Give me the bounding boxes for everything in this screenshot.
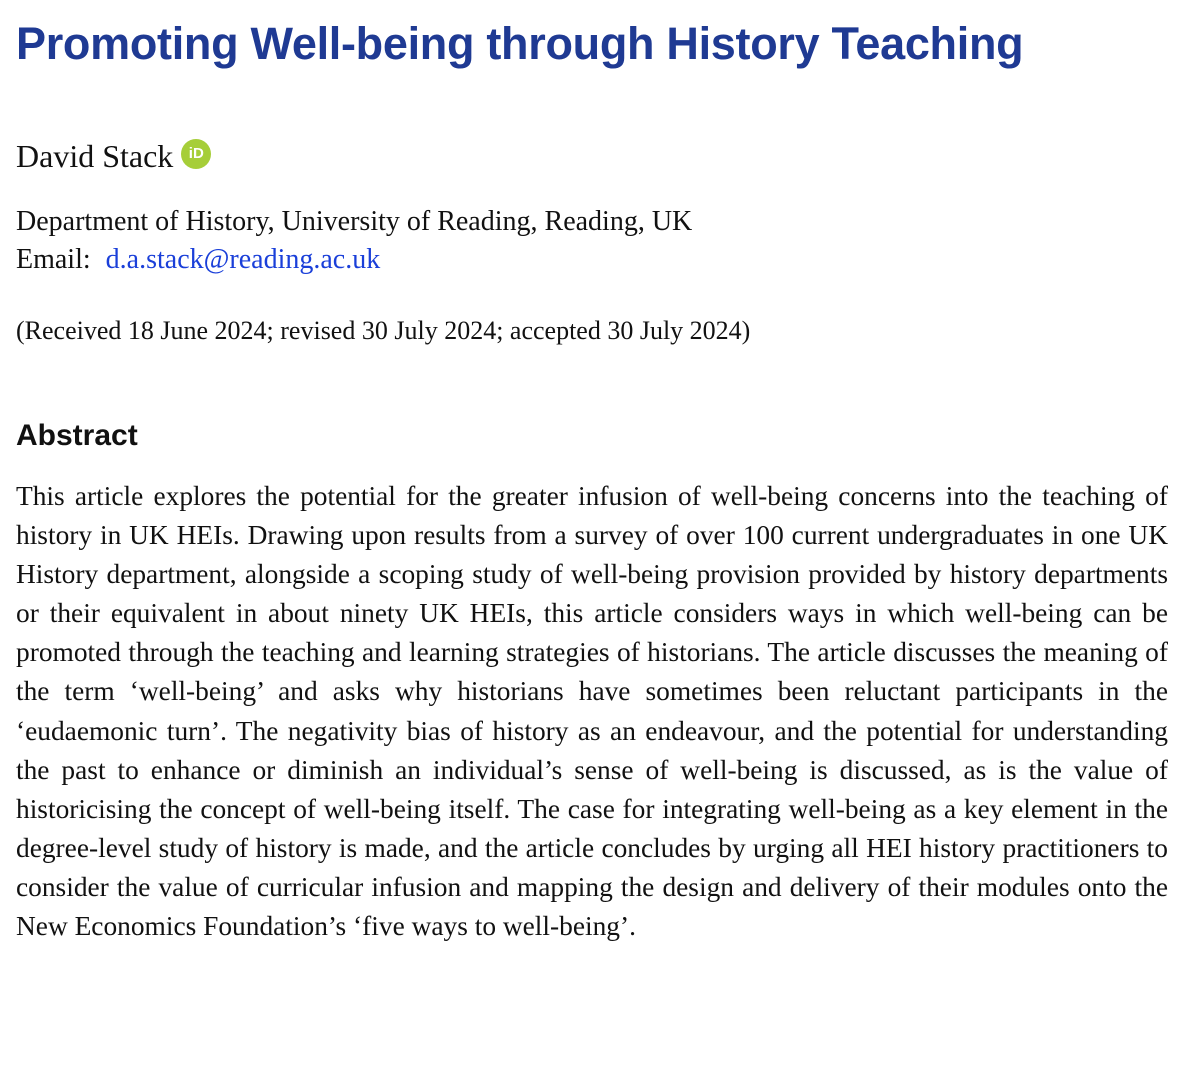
author-line (16, 136, 211, 176)
publication-dates: (Received 18 June 2024; revised 30 July 2024; accepted 30 July 2024) (16, 316, 751, 345)
department: Department of History, University of Reading, Reading, UK (16, 206, 693, 237)
affiliation-block (16, 203, 692, 279)
email-label: Email: (16, 244, 91, 275)
article-title: Promoting Well-being through History Teaching (16, 18, 1024, 69)
orcid-icon[interactable]: iD (181, 139, 211, 169)
email-link[interactable]: d.a.stack@reading.ac.uk (105, 244, 381, 275)
abstract-text: This article explores the potential for the greater infusion of well-being concerns into the teaching of history in UK HEIs. Drawing upon results from a survey of over 100 current undergraduates in one UK History department, alongside a scoping study of well-being provision provided by history departments or their equivalent in about ninety UK HEIs, this article considers ways in which well-being can be promoted through the teaching and learning strategies of historians. The article discusses the meaning of the term ‘well-being’ and asks why historians have sometimes been reluctant participants in the ‘eudaemonic turn’. The negativity bias of history as an endeavour, and the potential for understanding the past to enhance or diminish an individual’s sense of well-being is discussed, as is the value of historicising the concept of well-being itself. The case for integrating well-being as a key element in the degree-level study of history is made, and the article concludes by urging all HEI history practitioners to consider the value of curricular infusion and mapping the design and delivery of their modules onto the New Economics Foundation’s ‘five ways to well-being’. (16, 481, 1168, 942)
email-line (16, 241, 692, 279)
author-name: David Stack (16, 138, 174, 174)
abstract-heading: Abstract (16, 419, 138, 452)
